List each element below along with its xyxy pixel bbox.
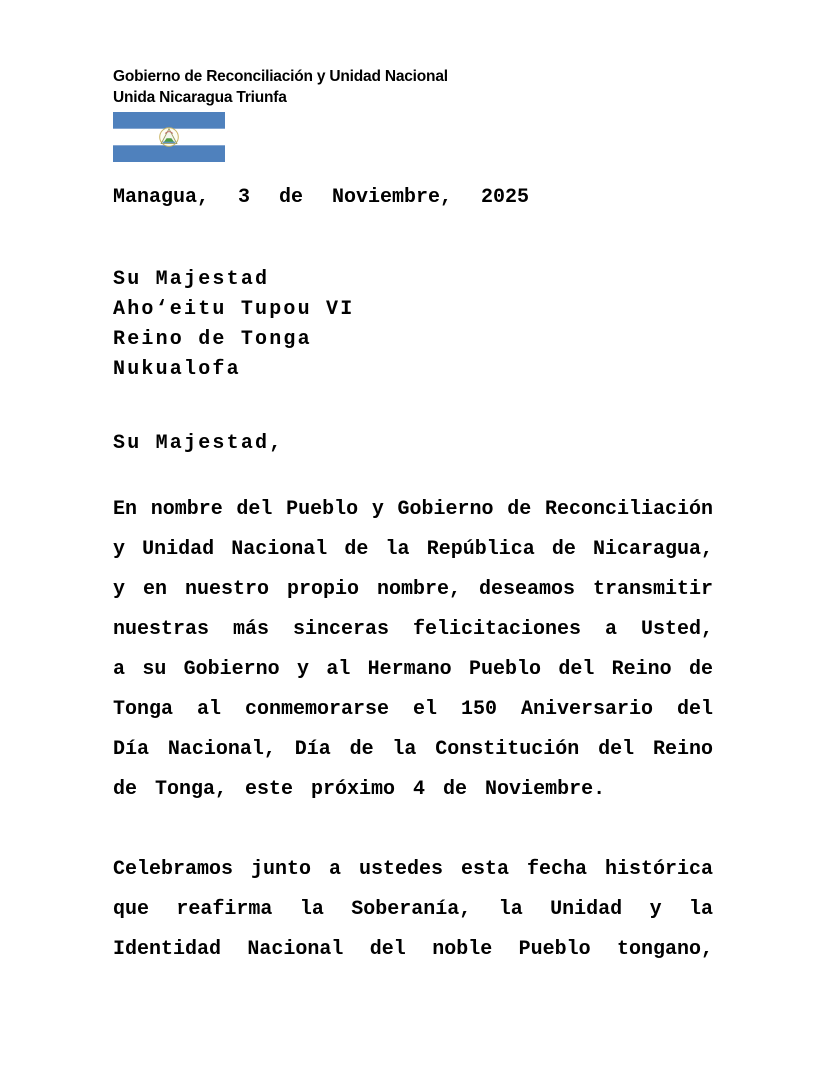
body-line: Celebramos junto a ustedes esta fecha histórica (113, 858, 713, 881)
nicaragua-flag-icon (113, 112, 225, 162)
body-line: En nombre del Pueblo y Gobierno de Reconciliación (113, 498, 713, 521)
body-line: y Unidad Nacional de la República de Nicaragua, (113, 538, 713, 561)
body-line: Tonga al conmemorarse el 150 Aniversario del (113, 698, 713, 721)
address-line-country: Reino de Tonga (113, 328, 312, 351)
letterhead-line-1: Gobierno de Reconciliación y Unidad Nacional (113, 68, 448, 85)
salutation: Su Majestad, (113, 432, 284, 455)
address-line-name: Aho‘eitu Tupou VI (113, 298, 355, 321)
body-line: que reafirma la Soberanía, la Unidad y la (113, 898, 713, 921)
letterhead-line-2: Unida Nicaragua Triunfa (113, 89, 287, 106)
letterhead (113, 66, 448, 108)
letter-date: Managua, 3 de Noviembre, 2025 (113, 186, 530, 209)
flag-top-stripe (113, 112, 225, 129)
recipient-address (113, 265, 354, 385)
address-line-honorific: Su Majestad (113, 268, 270, 291)
body-line: Día Nacional, Día de la Constitución del Reino (113, 738, 713, 761)
body-paragraph-2 (113, 850, 713, 970)
flag-coat-of-arms (160, 128, 179, 147)
body-line: a su Gobierno y al Hermano Pueblo del Reino de (113, 658, 713, 681)
flag-bottom-stripe (113, 145, 225, 162)
body-line: de Tonga, este próximo 4 de Noviembre. (113, 778, 606, 801)
body-paragraph-1 (113, 490, 713, 810)
body-line: Identidad Nacional del noble Pueblo tongano, (113, 938, 713, 961)
body-line: nuestras más sinceras felicitaciones a Usted, (113, 618, 713, 641)
body-line: y en nuestro propio nombre, deseamos transmitir (113, 578, 713, 601)
address-line-city: Nukualofa (113, 358, 241, 381)
